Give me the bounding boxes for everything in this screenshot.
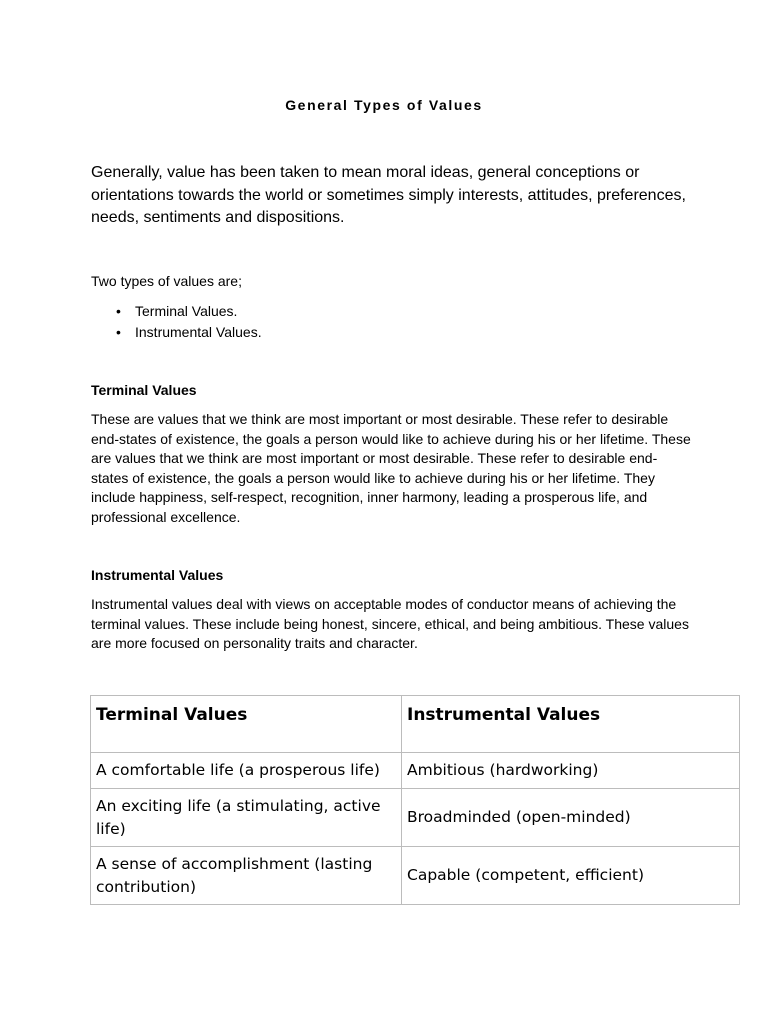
terminal-values-paragraph: These are values that we think are most important or most desirable. These refer to desirable end-states of existence, the goals a person would like to achieve during his or her lifetime. These are values that we think are most important or most desirable. These refer to desirable end-states of existence, the goals a person would like to achieve during his or her lifetime. They include happiness, self-respect, recognition, inner harmony, leading a prosperous life, and professional excellence. [91,411,691,525]
bullet-icon: • [116,323,121,340]
table-header-terminal: Terminal Values [91,696,402,753]
instrumental-values-heading: Instrumental Values [91,567,224,583]
list-item [91,322,262,343]
list-item-text: Terminal Values. [135,303,238,319]
table-row [91,789,740,847]
types-lead-text: Two types of values are; [91,273,242,289]
intro-paragraph: Generally, value has been taken to mean moral ideas, general conceptions or orientations towards the world or sometimes simply interests, attitudes, preferences, needs, sentiments and dispositions. [91,164,686,226]
table-cell: An exciting life (a stimulating, active life) [91,789,402,847]
list-item-text: Instrumental Values. [135,323,262,340]
table-cell: Capable (competent, efficient) [402,847,740,905]
values-table [90,695,740,905]
types-list [91,301,262,342]
table-cell: Ambitious (hardworking) [402,753,740,789]
bullet-icon: • [116,303,121,319]
table-header-instrumental: Instrumental Values [402,696,740,753]
list-item [91,301,262,322]
table-cell: A sense of accomplishment (lasting contribution) [91,847,402,905]
table-cell: Broadminded (open-minded) [402,789,740,847]
table-cell: A comfortable life (a prosperous life) [91,753,402,789]
document-title: General Types of Values [285,97,483,113]
table-row [91,847,740,905]
table-row [91,753,740,789]
instrumental-values-paragraph: Instrumental values deal with views on acceptable modes of conductor means of achieving the terminal values. These include being honest, sincere, ethical, and being ambitious. These values are more focused on personality traits and character. [91,596,689,651]
terminal-values-heading: Terminal Values [91,382,197,398]
table-header-row [91,696,740,753]
